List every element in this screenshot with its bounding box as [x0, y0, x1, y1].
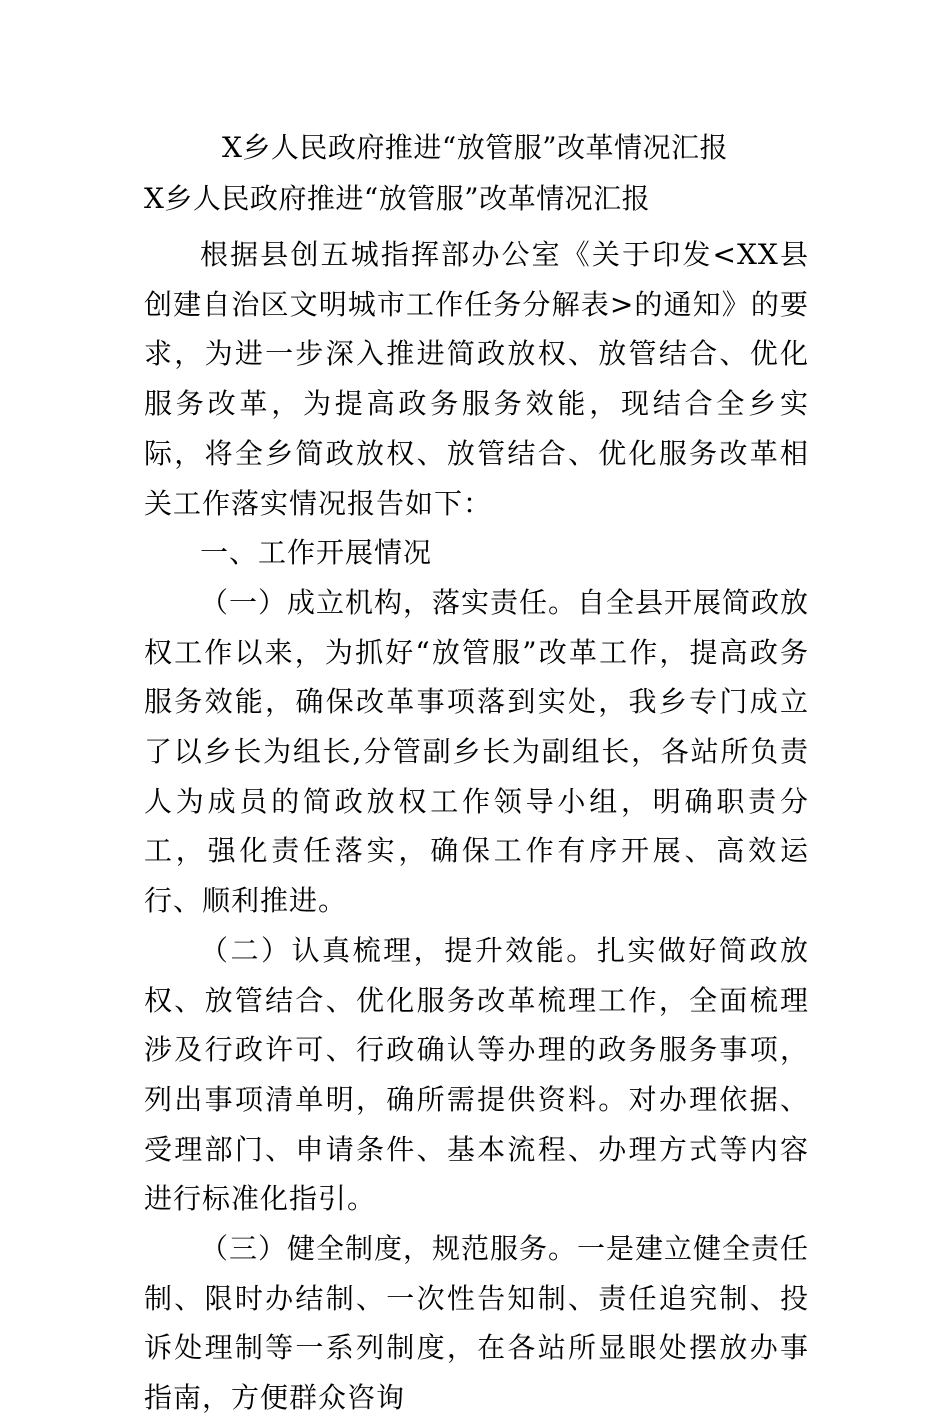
paragraph-establish-organization: （一）成立机构，落实责任。自全县开展简政放权工作以来，为抓好“放管服”改革工作，提高政务服务效能，确保改革事项落到实处，我乡专门成立了以乡长为组长,分管副乡长为副组长，各站所负责人为成员的简政放权工作领导小组，明确职责分工，强化责任落实，确保工作有序开展、高效运行、顺利推进。: [144, 585, 810, 918]
paragraph-review-efficiency: （二）认真梳理，提升效能。扎实做好简政放权、放管结合、优化服务改革梳理工作，全面梳理涉及行政许可、行政确认等办理的政务服务事项，列出事项清单明，确所需提供资料。对办理依据、受理部门、申请条件、基本流程、办理方式等内容进行标准化指引。: [144, 933, 809, 1216]
paragraph-improve-system: （三）健全制度，规范服务。一是建立健全责任制、限时办结制、一次性告知制、责任追究制、投诉处理制等一系列制度，在各站所显眼处摆放办事指南，方便群众咨询: [144, 1232, 810, 1415]
paragraph-intro: 根据县创五城指挥部办公室《关于印发<XX县创建自治区文明城市工作任务分解表>的通知》的要求，为进一步深入推进简政放权、放管结合、优化服务改革，为提高政务服务效能，现结合全乡实际，将全乡简政放权、放管结合、优化服务改革相关工作落实情况报告如下：: [144, 238, 809, 520]
document-title: X乡人民政府推进“放管服”改革情况汇报: [221, 131, 729, 164]
section-heading-work-status: 一、工作开展情况: [200, 536, 433, 570]
document-body: [144, 230, 809, 1423]
document-subtitle: X乡人民政府推进“放管服”改革情况汇报: [144, 182, 651, 215]
